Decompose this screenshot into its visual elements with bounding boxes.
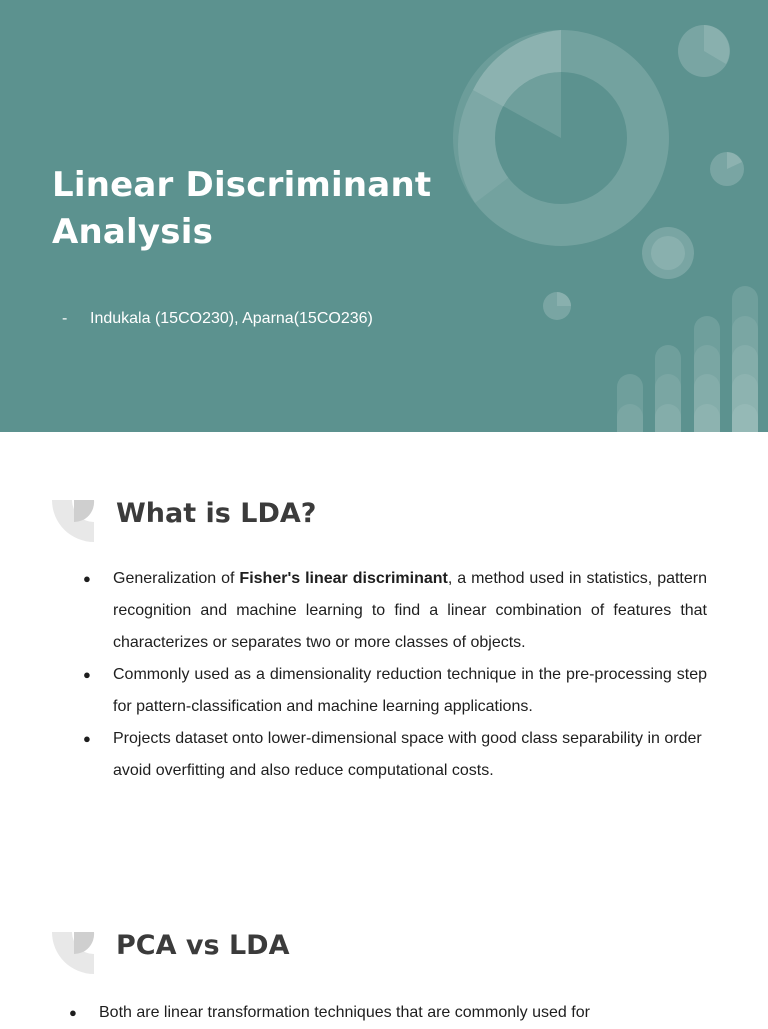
bullet-dot: ●: [83, 731, 91, 746]
slide-title-line-1: Linear Discriminant: [52, 165, 432, 205]
bullet-text: Projects dataset onto lower-dimensional space with good class separability in order avoid overfitting and also reduce computational costs.: [113, 730, 702, 779]
slide-title-line-2: Analysis: [52, 212, 214, 252]
list-item: [83, 659, 707, 723]
section-title: What is LDA?: [116, 498, 317, 529]
bullet-text: Generalization of: [113, 570, 240, 587]
bullet-text: Commonly used as a dimensionality reduction technique in the pre-processing step for pattern-classification and machine learning applications.: [113, 666, 707, 715]
section-title: PCA vs LDA: [116, 930, 290, 961]
bullet-dot: ●: [69, 1005, 77, 1020]
bullet-list: [69, 997, 699, 1029]
list-item: [83, 723, 707, 787]
bullet-bold-text: Fisher's linear discriminant: [239, 570, 448, 587]
slide-title: [52, 162, 431, 256]
bullet-list: [83, 563, 708, 787]
list-item: [83, 563, 708, 659]
quarter-circle-icon: [52, 500, 96, 544]
authors-line: [62, 308, 373, 330]
title-slide: [0, 0, 768, 432]
authors-text: Indukala (15CO230), Aparna(15CO236): [90, 310, 373, 327]
quarter-circle-icon: [52, 932, 96, 976]
bullet-dot: ●: [83, 571, 91, 586]
list-item: [69, 997, 699, 1029]
authors-dash: -: [62, 310, 68, 327]
bullet-text: Both are linear transformation techniques that are commonly used for: [99, 1004, 590, 1021]
bullet-dot: ●: [83, 667, 91, 682]
bullet-text-cont: , a method used in statistics, pattern recognition and machine learning to find a linear combination of features that characterizes or separates two or more classes of objects.: [113, 570, 708, 651]
